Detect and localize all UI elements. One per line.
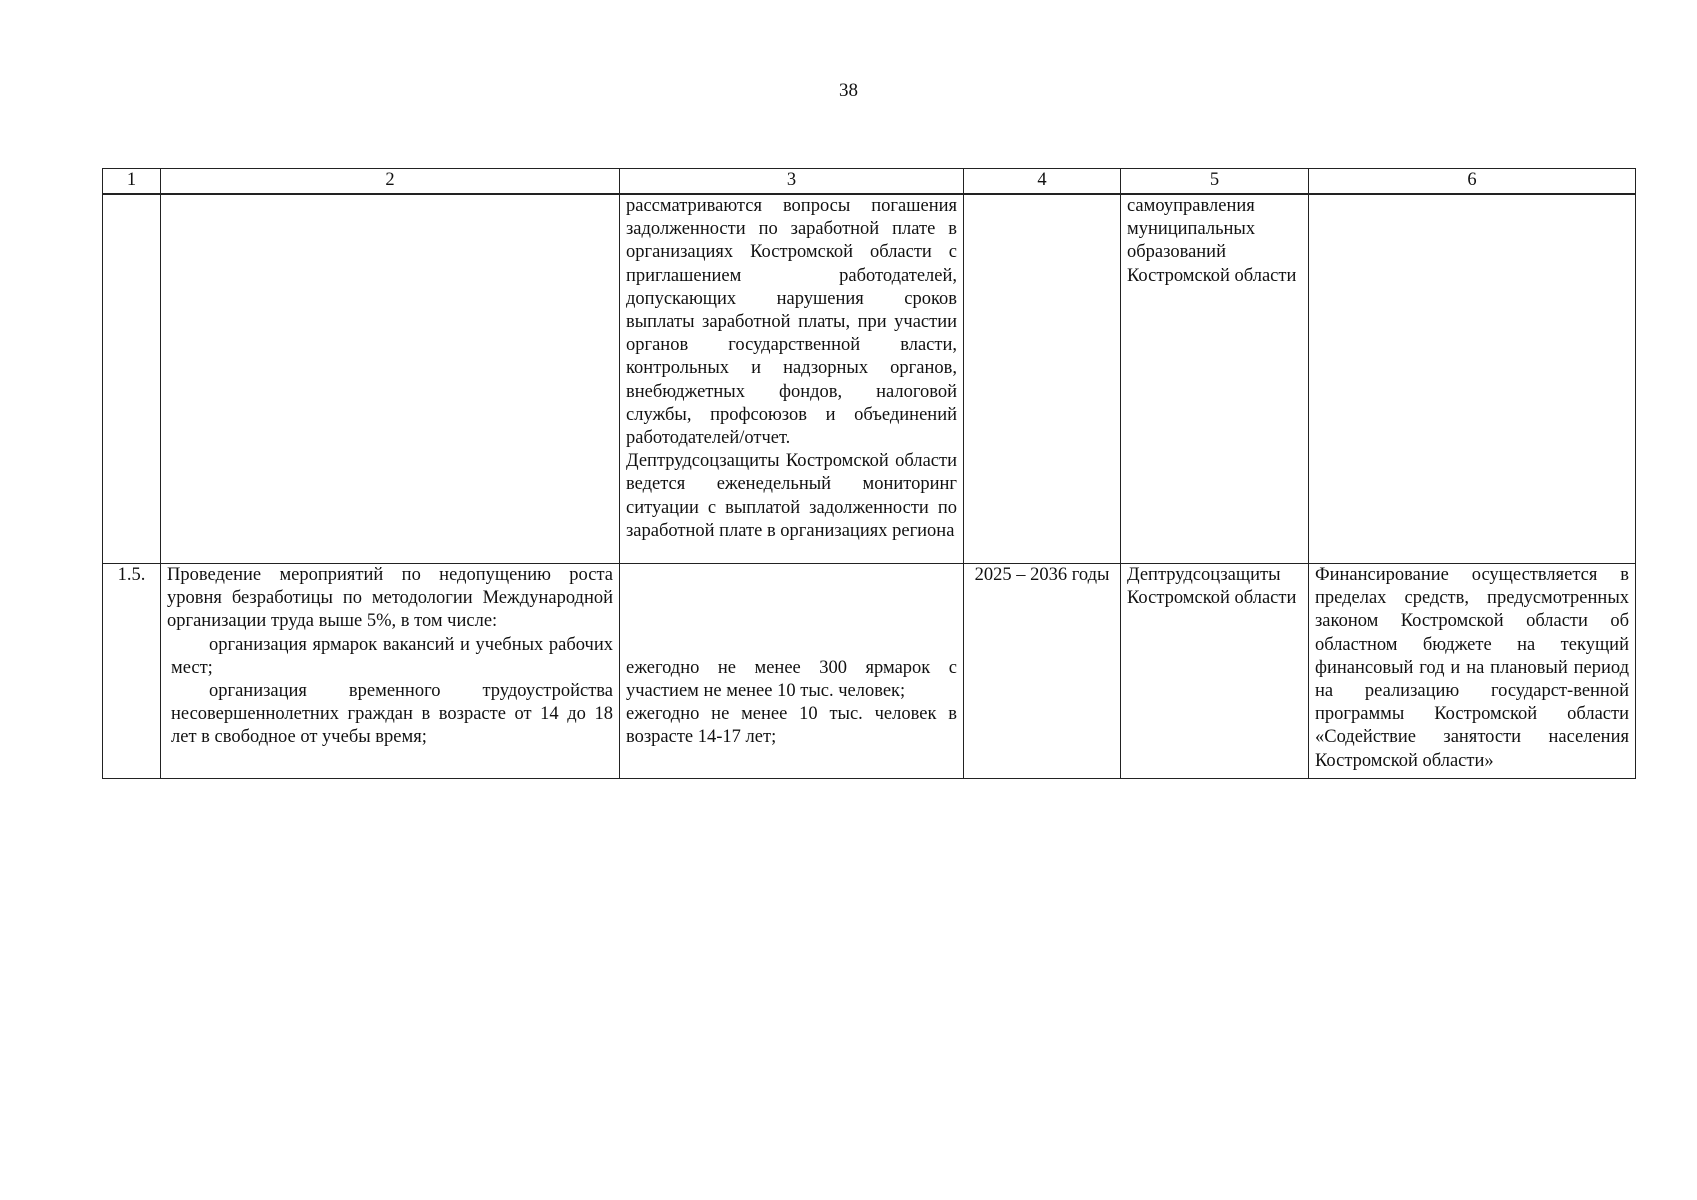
page-number: 38 — [839, 80, 858, 101]
column-header-4: 4 — [964, 169, 1121, 195]
column-header-6: 6 — [1309, 169, 1636, 195]
result-text-part1: рассматриваются вопросы погашения задолженности по заработной плате в организациях Костромской области с приглашением работодателей, допускающих нарушения сроков выплаты заработной платы, при участии органов государственной власти, контрольных и надзорных органов, внебюджетных фондов, налоговой службы, профсоюзов и объединений работодателей/отчет. — [626, 196, 957, 449]
table-header-row — [103, 169, 1636, 195]
column-header-5: 5 — [1121, 169, 1309, 195]
column-header-2: 2 — [161, 169, 620, 195]
cell-period — [964, 194, 1121, 564]
measure-item-fairs: организация ярмарок вакансий и учебных рабочих мест; — [171, 634, 613, 678]
measures-table — [102, 168, 1636, 779]
table-row-continuation — [103, 194, 1636, 564]
result-text-part2: Дептрудсоцзащиты Костромской области ведется еженедельный мониторинг ситуации с выплатой задолженности по заработной плате в организациях региона — [626, 451, 957, 541]
cell-responsible: самоуправления муниципальных образований Костромской области — [1121, 194, 1309, 564]
cell-number — [103, 194, 161, 564]
result-item-youth: ежегодно не менее 10 тыс. человек в возрасте 14-17 лет; — [626, 704, 957, 748]
column-header-1: 1 — [103, 169, 161, 195]
result-spacer — [626, 564, 957, 657]
cell-responsible: Дептрудсоцзащиты Костромской области — [1121, 564, 1309, 779]
cell-number: 1.5. — [103, 564, 161, 779]
cell-financing: Финансирование осуществляется в пределах средств, предусмотренных законом Костромской области об областном бюджете на текущий финансовый год и на плановый период на реализацию государст-венной программы Костромской области «Содействие занятости населения Костромской области» — [1309, 564, 1636, 779]
cell-result — [620, 194, 964, 564]
column-header-3: 3 — [620, 169, 964, 195]
cell-financing — [1309, 194, 1636, 564]
table-row-1-5 — [103, 564, 1636, 779]
cell-result — [620, 564, 964, 779]
measure-item-youth-employment: организация временного трудоустройства несовершеннолетних граждан в возрасте от 14 до 18 лет в свободное от учебы время; — [171, 681, 613, 748]
cell-period: 2025 – 2036 годы — [964, 564, 1121, 779]
measure-intro: Проведение мероприятий по недопущению роста уровня безработицы по методологии Международной организации труда выше 5%, в том числе: — [167, 565, 613, 632]
result-item-fairs: ежегодно не менее 300 ярмарок с участием не менее 10 тыс. человек; — [626, 657, 957, 701]
cell-measure — [161, 194, 620, 564]
cell-measure — [161, 564, 620, 779]
